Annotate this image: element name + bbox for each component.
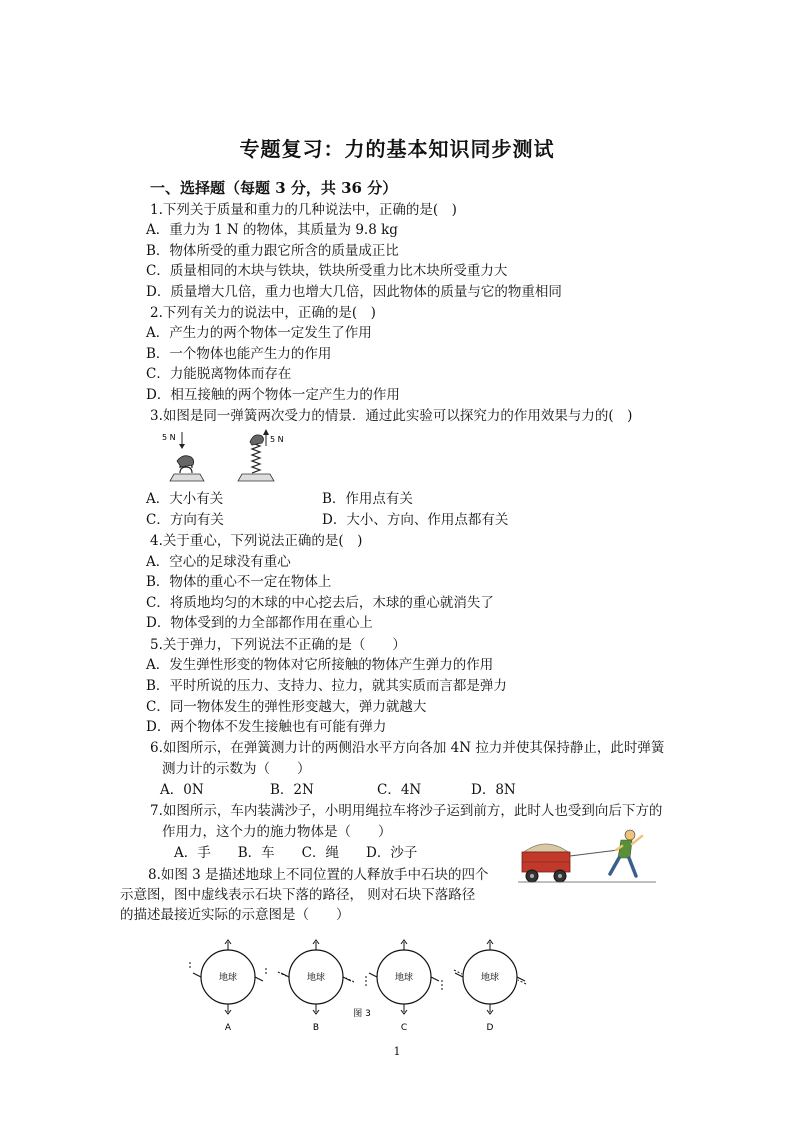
cart-diagram xyxy=(518,826,658,886)
spring-figure xyxy=(160,428,285,488)
question-1-option-d: D．质量增大几倍，重力也增大几倍，因此物体的质量与它的物重相同 xyxy=(146,284,562,300)
page-title: 专题复习：力的基本知识同步测试 xyxy=(239,137,555,161)
section-heading: 一、选择题（每题 3 分，共 36 分） xyxy=(150,179,398,197)
question-6-option-c: C．4N xyxy=(377,782,422,798)
earth-diagram xyxy=(186,930,531,1035)
question-3-option-b: B．作用点有关 xyxy=(322,491,413,507)
earth-d xyxy=(454,940,526,1014)
question-5-stem: 5.关于弹力，下列说法不正确的是（ ） xyxy=(150,637,406,653)
earth-label: 地球 xyxy=(306,973,326,983)
question-5-option-d: D．两个物体不发生接触也有可能有弹力 xyxy=(146,719,387,735)
question-6-option-a: A．0N xyxy=(160,782,204,798)
earth-c xyxy=(366,940,442,1014)
question-4-option-b: B．物体的重心不一定在物体上 xyxy=(146,574,332,590)
question-1-option-b: B．物体所受的重力跟它所含的质量成正比 xyxy=(146,243,399,259)
question-8-stem-line-3: 的描述最接近实际的示意图是（ ） xyxy=(120,907,350,923)
earth-a xyxy=(190,940,266,1014)
question-6-option-b: B．2N xyxy=(270,782,314,798)
cart-figure xyxy=(518,826,658,886)
question-3-stem: 3.如图是同一弹簧两次受力的情景．通过此实验可以探究力的作用效果与力的( ) xyxy=(150,408,633,424)
question-3-option-d: D．大小、方向、作用点都有关 xyxy=(322,512,509,528)
earth-label-b: B xyxy=(312,1023,320,1033)
question-8-stem-line-2: 示意图，图中虚线表示石块下落的路径， 则对石块下落路径 xyxy=(120,887,476,903)
question-2-option-c: C．力能脱离物体而存在 xyxy=(146,366,292,382)
earth-label-d: D xyxy=(486,1023,494,1033)
question-4-option-d: D．物体受到的力全部都作用在重心上 xyxy=(146,615,373,631)
question-6-stem-line-2: 测力计的示数为（ ） xyxy=(162,761,311,777)
question-7-stem-line-1: 7.如图所示，车内装满沙子，小明用绳拉车将沙子运到前方，此时人也受到向后下方的 xyxy=(150,803,663,819)
spring-diagram xyxy=(160,428,285,488)
question-4-option-c: C．将质地均匀的木球的中心挖去后，木球的重心就消失了 xyxy=(146,595,494,611)
question-4-option-a: A．空心的足球没有重心 xyxy=(146,554,291,570)
question-7-stem-line-2: 作用力，这个力的施力物体是（ ） xyxy=(162,824,392,840)
question-2-stem: 2.下列有关力的说法中，正确的是( ) xyxy=(150,305,376,321)
earth-b xyxy=(278,940,354,1014)
question-2-option-d: D．相互接触的两个物体一定产生力的作用 xyxy=(146,387,400,403)
question-7-options: A．手 B．车 C．绳 D．沙子 xyxy=(174,845,418,861)
question-3-option-a: A．大小有关 xyxy=(146,491,224,507)
question-1-stem: 1.下列关于质量和重力的几种说法中，正确的是( ) xyxy=(150,202,457,218)
question-1-option-a: A．重力为 1 N 的物体，其质量为 9.8 kg xyxy=(146,222,398,238)
question-5-option-a: A．发生弹性形变的物体对它所接触的物体产生弹力的作用 xyxy=(146,657,494,673)
question-5-option-b: B．平时所说的压力、支持力、拉力，就其实质而言都是弹力 xyxy=(146,678,507,694)
earth-label-c: C xyxy=(400,1023,408,1033)
question-8-stem-line-1: 8.如图 3 是描述地球上不同位置的人释放手中石块的四个 xyxy=(148,867,489,883)
earth-label: 地球 xyxy=(394,973,414,983)
force-label-left: 5 N xyxy=(162,433,176,442)
question-2-option-b: B．一个物体也能产生力的作用 xyxy=(146,346,332,362)
question-5-option-c: C．同一物体发生的弹性形变越大，弹力就越大 xyxy=(146,699,427,715)
earth-label: 地球 xyxy=(480,973,500,983)
question-4-stem: 4.关于重心，下列说法正确的是( ) xyxy=(150,533,363,549)
question-3-option-c: C．方向有关 xyxy=(146,512,224,528)
earth-label-a: A xyxy=(224,1023,232,1033)
earth-label: 地球 xyxy=(218,973,238,983)
question-1-option-c: C．质量相同的木块与铁块，铁块所受重力比木块所受重力大 xyxy=(146,263,508,279)
question-6-stem-line-1: 6.如图所示，在弹簧测力计的两侧沿水平方向各加 4N 拉力并使其保持静止，此时弹簧 xyxy=(150,740,665,756)
figure-caption: 图 3 xyxy=(353,1009,371,1019)
question-2-option-a: A．产生力的两个物体一定发生了作用 xyxy=(146,325,372,341)
force-label-right: 5 N xyxy=(270,435,284,444)
earth-figure xyxy=(186,930,531,1035)
page-number: 1 xyxy=(393,1045,401,1058)
question-6-option-d: D．8N xyxy=(471,782,516,798)
